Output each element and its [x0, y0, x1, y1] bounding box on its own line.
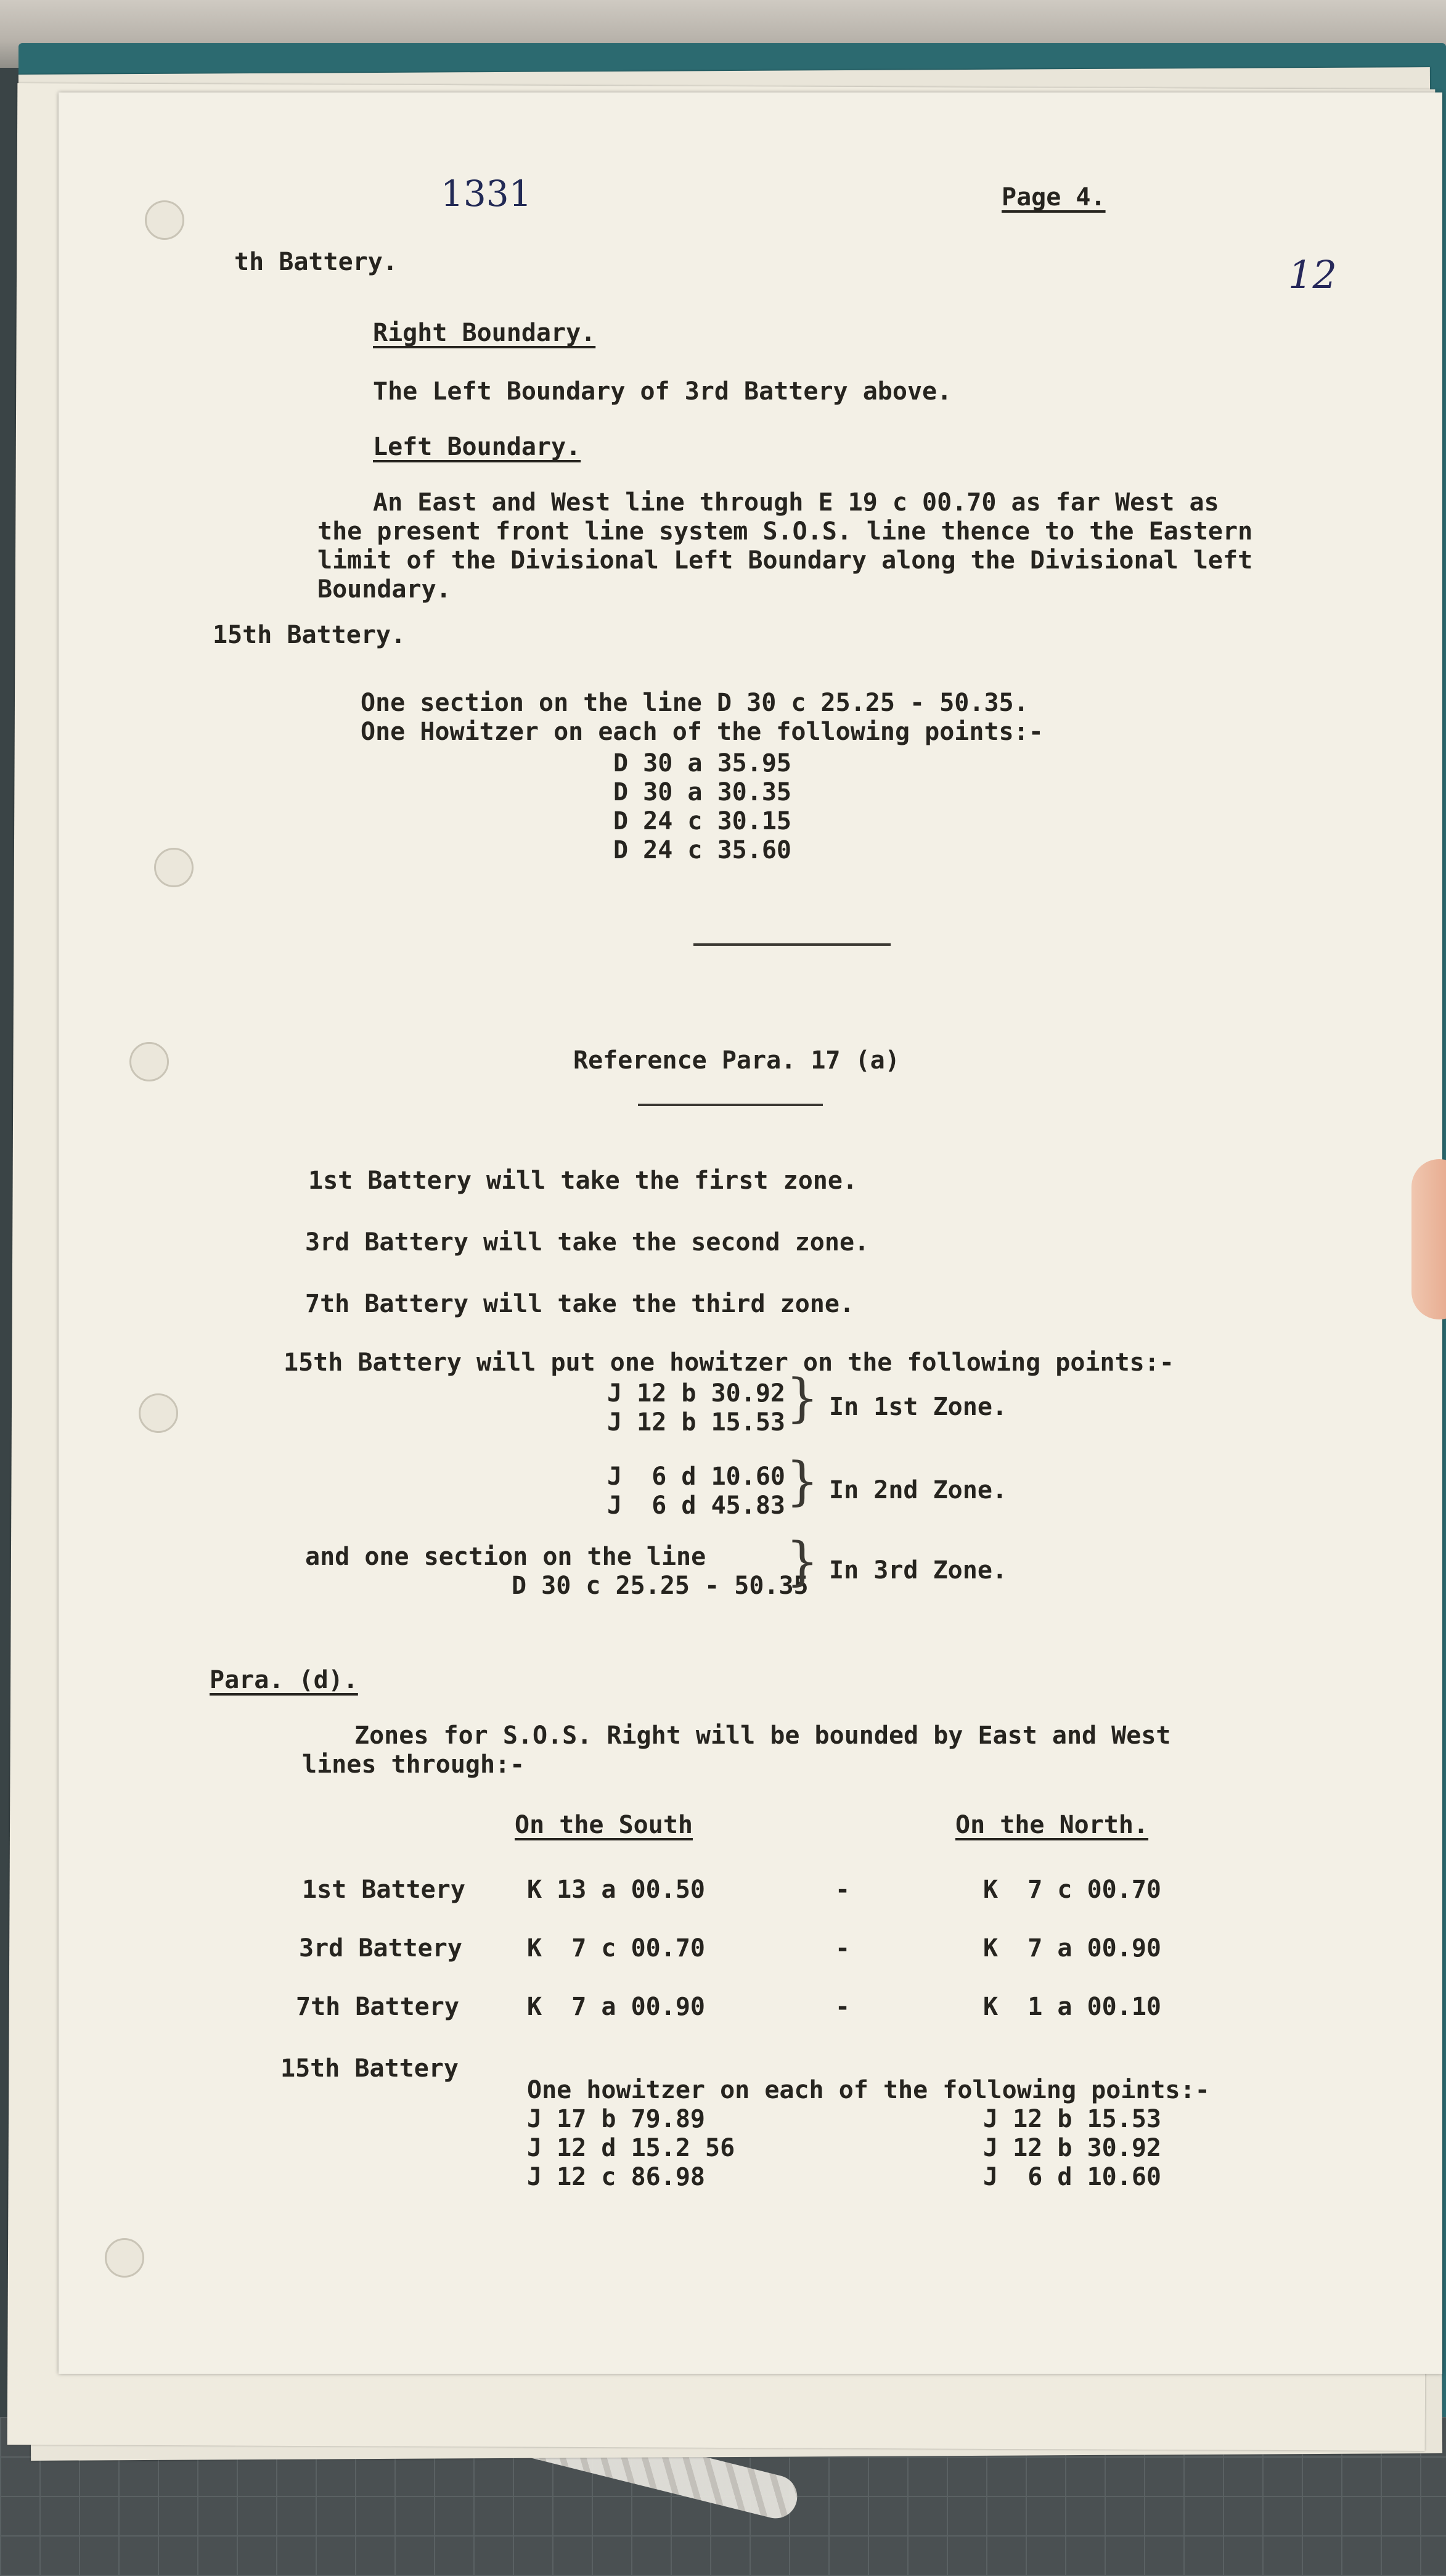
heading-underline — [638, 1104, 823, 1106]
page-label: Page 4. — [1002, 183, 1106, 211]
left-boundary-line: An East and West line through E 19 c 00.70 as far West as — [373, 488, 1219, 517]
zone-label: In 1st Zone. — [829, 1393, 1007, 1421]
row-north: K 1 a 00.10 — [983, 1993, 1161, 2021]
row-battery: 3rd Battery — [299, 1934, 462, 1963]
right-boundary-text: The Left Boundary of 3rd Battery above. — [373, 377, 952, 406]
right-boundary-heading: Right Boundary. — [373, 319, 596, 347]
row-dash: - — [835, 1934, 851, 1963]
row-battery: 7th Battery — [296, 1993, 459, 2021]
grid-point: J 12 c 86.98 — [527, 2163, 705, 2191]
battery-15-heading: 15th Battery. — [213, 621, 406, 649]
zone-label: In 2nd Zone. — [829, 1476, 1007, 1504]
row-dash: - — [835, 1993, 851, 2021]
punch-hole — [129, 1042, 169, 1081]
left-boundary-line: Boundary. — [317, 575, 451, 604]
zone-label: In 3rd Zone. — [829, 1556, 1007, 1585]
grid-point: J 12 b 30.92 — [607, 1379, 785, 1408]
battery-15-intro: One howitzer on each of the following points:- — [527, 2076, 1210, 2104]
brace: } — [786, 1531, 819, 1591]
assignment-line: 15th Battery will put one howitzer on the following points:- — [284, 1348, 1174, 1377]
row-north: K 7 c 00.70 — [983, 1876, 1161, 1904]
grid-point: J 6 d 10.60 — [983, 2163, 1161, 2191]
row-battery: 1st Battery — [302, 1876, 465, 1904]
para-d-heading: Para. (d). — [210, 1666, 358, 1694]
grid-point: J 12 b 15.53 — [983, 2105, 1161, 2133]
left-boundary-line: the present front line system S.O.S. line thence to the Eastern — [317, 517, 1253, 546]
grid-point: J 12 b 30.92 — [983, 2134, 1161, 2162]
reference-heading: Reference Para. 17 (a) — [573, 1046, 900, 1075]
assignment-line: 1st Battery will take the first zone. — [308, 1167, 858, 1195]
punch-hole — [139, 1393, 178, 1433]
punch-hole — [154, 848, 194, 887]
grid-point: J 6 d 10.60 — [607, 1462, 785, 1491]
col-north: On the North. — [955, 1811, 1149, 1839]
grid-point: J 12 b 15.53 — [607, 1408, 785, 1437]
brace: } — [786, 1451, 819, 1511]
battery-15-label: 15th Battery — [280, 2054, 459, 2083]
left-boundary-heading: Left Boundary. — [373, 433, 581, 461]
brace: } — [786, 1368, 819, 1428]
grid-point: D 24 c 30.15 — [613, 807, 791, 835]
row-south: K 13 a 00.50 — [527, 1876, 705, 1904]
assignment-line: 7th Battery will take the third zone. — [305, 1290, 855, 1318]
grid-point: D 24 c 35.60 — [613, 836, 791, 864]
punch-hole — [145, 200, 184, 240]
grid-point: J 12 d 15.2 56 — [527, 2134, 735, 2162]
battery-15-line: One Howitzer on each of the following points:- — [361, 718, 1044, 746]
separator-rule — [693, 943, 891, 946]
row-south: K 7 c 00.70 — [527, 1934, 705, 1963]
grid-point: D 30 a 35.95 — [613, 749, 791, 777]
thumb — [1411, 1159, 1446, 1319]
grid-point: D 30 a 30.35 — [613, 778, 791, 806]
stamp-number: 1331 — [441, 173, 532, 215]
row-dash: - — [835, 1876, 851, 1904]
section-line-text: D 30 c 25.25 - 50.35 — [512, 1572, 809, 1600]
row-north: K 7 a 00.90 — [983, 1934, 1161, 1963]
section-line-text: and one section on the line — [305, 1543, 706, 1571]
para-d-intro: Zones for S.O.S. Right will be bounded by East and West — [354, 1721, 1171, 1750]
left-boundary-line: limit of the Divisional Left Boundary along the Divisional left — [317, 546, 1253, 575]
grid-point: J 17 b 79.89 — [527, 2105, 705, 2133]
document-page — [59, 92, 1442, 2374]
para-d-intro: lines through:- — [302, 1750, 525, 1779]
row-south: K 7 a 00.90 — [527, 1993, 705, 2021]
col-south: On the South — [515, 1811, 693, 1839]
battery-15-line: One section on the line D 30 c 25.25 - 50.35. — [361, 689, 1029, 717]
folio-number: 12 — [1288, 252, 1337, 297]
grid-point: J 6 d 45.83 — [607, 1491, 785, 1520]
punch-hole — [105, 2238, 144, 2278]
section-heading: th Battery. — [234, 248, 398, 276]
assignment-line: 3rd Battery will take the second zone. — [305, 1228, 870, 1257]
